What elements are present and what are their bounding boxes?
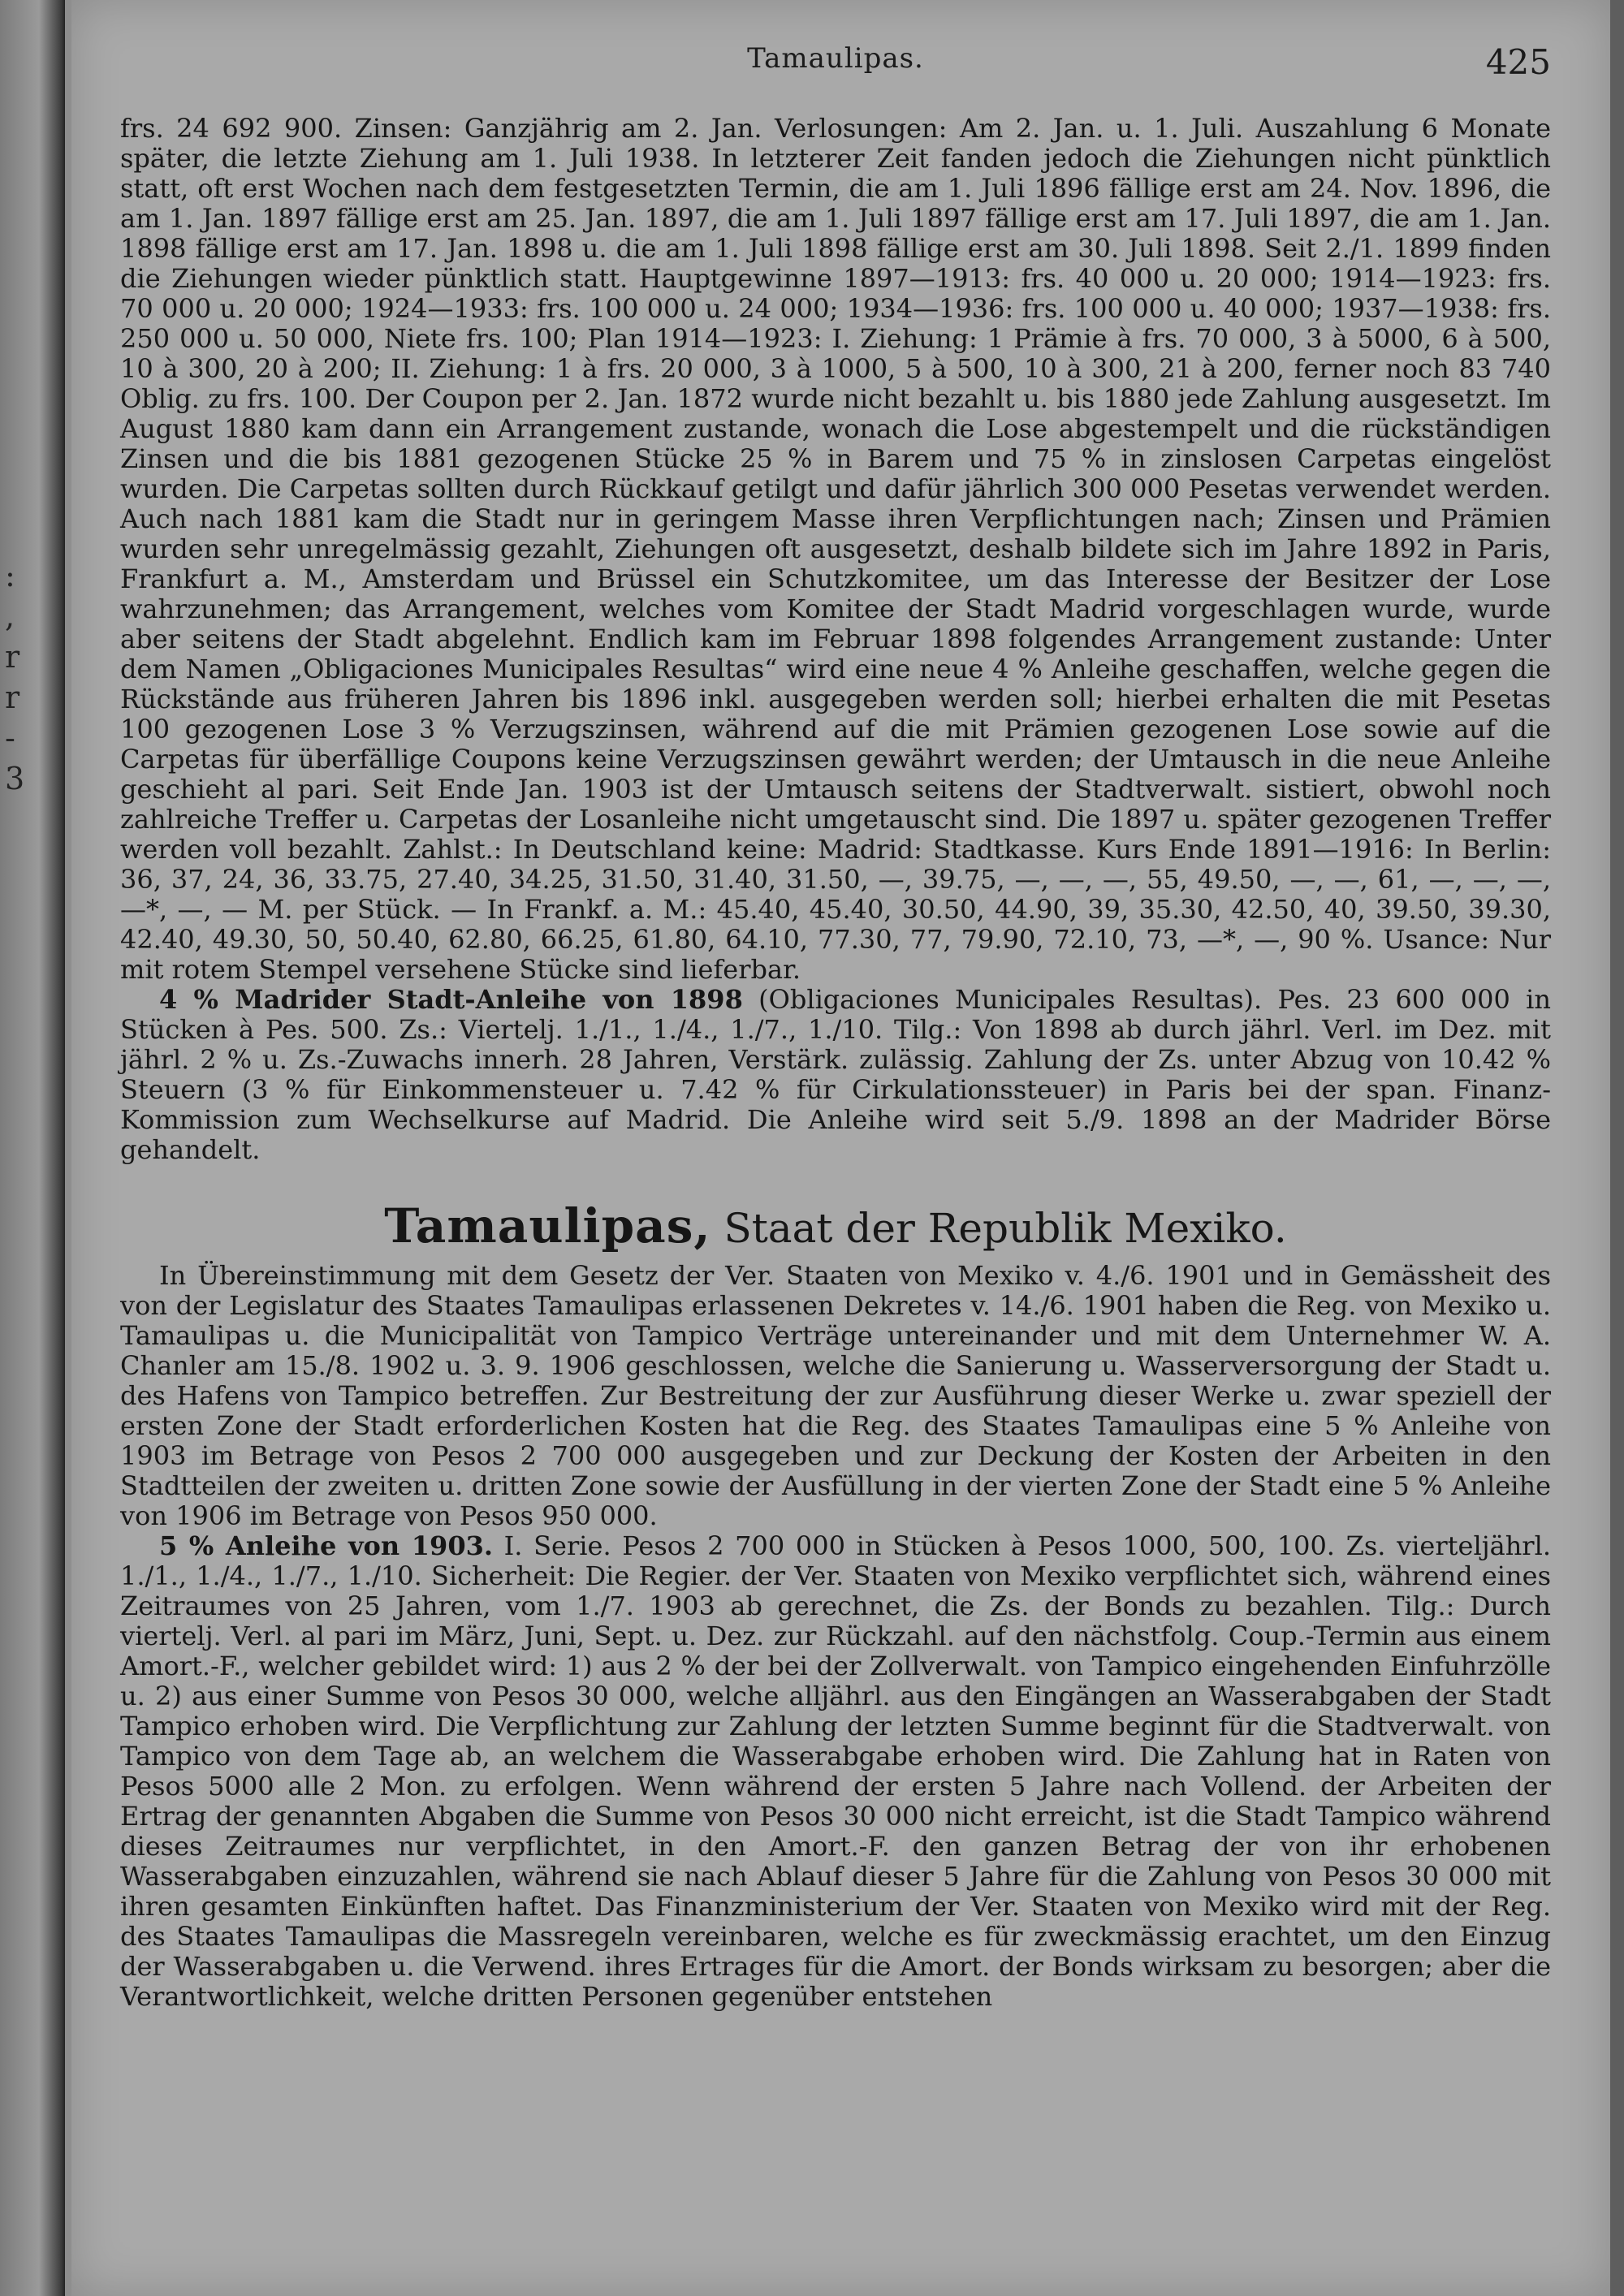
margin-fragment: : <box>5 558 15 593</box>
section-heading <box>120 1198 1551 1254</box>
page-body <box>120 114 1551 2012</box>
loan-title: 4 % Madrider Stadt-Anleihe von 1898 <box>159 984 743 1015</box>
margin-fragment: , <box>5 598 15 634</box>
loan-details: (Obligaciones Municipales Resultas). Pes. 23 600 000 in Stücken à Pes. 500. Zs.: Viertelj. 1./1., 1./4., 1./7., 1./10. Tilg.: Von 1898 ab durch jährl. Verl. im Dez. mit jährl. 2 % u. Zs.-Zuwachs innerh. 28 Jahren, Verstärk. zulässig. Zahlung der Zs. unter Abzug von 10.42 % Steuern (3 % für Einkommensteuer u. 7.42 % für Cirkulationssteuer) in Paris bei der span. Finanz-Kommission zum Wechselkurse auf Madrid. Die Anleihe wird seit 5./9. 1898 an der Madrider Börse gehandelt. <box>120 984 1552 1165</box>
paragraph-tamaulipas-intro: In Übereinstimmung mit dem Gesetz der Ver. Staaten von Mexiko v. 4./6. 1901 und in Gemässheit des von der Legislatur des Staates Tamaulipas erlassenen Dekretes v. 14./6. 1901 haben die Reg. von Mexiko u. Tamaulipas u. die Municipalität von Tampico Verträge untereinander und mit dem Unternehmer W. A. Chanler am 15./8. 1902 u. 3. 9. 1906 geschlossen, welche die Sanierung u. Wasserversorgung der Stadt u. des Hafens von Tampico betreffen. Zur Bestreitung der zur Ausführung dieser Werke u. zwar speziell der ersten Zone der Stadt erforderlichen Kosten hat die Reg. des Staates Tamaulipas eine 5 % Anleihe von 1903 im Betrage von Pesos 2 700 000 ausgegeben und zur Deckung der Kosten der Arbeiten in den Stadtteilen der zweiten u. dritten Zone sowie der Ausfüllung in der vierten Zone der Stadt eine 5 % Anleihe von 1906 im Betrage von Pesos 950 000. <box>120 1259 1551 1531</box>
adjacent-page-edge <box>0 0 65 2296</box>
margin-fragment: r <box>5 639 20 675</box>
paragraph-madrid-loan-history: frs. 24 692 900. Zinsen: Ganzjährig am 2. Jan. Verlosungen: Am 2. Jan. u. 1. Juli. Auszahlung 6 Monate später, die letzte Ziehung am 1. Juli 1938. In letzterer Zeit fanden jedoch die Ziehungen nicht pünktlich statt, oft erst Wochen nach dem festgesetzten Termin, die am 1. Juli 1896 fällige erst am 24. Nov. 1896, die am 1. Jan. 1897 fällige erst am 25. Jan. 1897, die am 1. Juli 1897 fällige erst am 17. Juli 1897, die am 1. Jan. 1898 fällige erst am 17. Jan. 1898 u. die am 1. Juli 1898 fällige erst am 30. Juli 1898. Seit 2./1. 1899 finden die Ziehungen wieder pünktlich statt. Hauptgewinne 1897—1913: frs. 40 000 u. 20 000; 1914—1923: frs. 70 000 u. 20 000; 1924—1933: frs. 100 000 u. 24 000; 1934—1936: frs. 100 000 u. 40 000; 1937—1938: frs. 250 000 u. 50 000, Niete frs. 100; Plan 1914—1923: I. Ziehung: 1 Prämie à frs. 70 000, 3 à 5000, 6 à 500, 10 à 300, 20 à 200; II. Ziehung: 1 à frs. 20 000, 3 à 1000, 5 à 500, 10 à 300, 21 à 200, ferner noch 83 740 Oblig. zu frs. 100. Der Coupon per 2. Jan. 1872 wurde nicht bezahlt u. bis 1880 jede Zahlung ausgesetzt. Im August 1880 kam dann ein Arrangement zustande, wonach die Lose abgestempelt und die rückständigen Zinsen und die bis 1881 gezogenen Stücke 25 % in Barem und 75 % in zinslosen Carpetas eingelöst wurden. Die Carpetas sollten durch Rückkauf getilgt und dafür jährlich 300 000 Pesetas verwendet werden. Auch nach 1881 kam die Stadt nur in geringem Masse ihren Verpflichtungen nach; Zinsen und Prämien wurden sehr unregelmässig gezahlt, Ziehungen oft ausgesetzt, deshalb bildete sich im Jahre 1892 in Paris, Frankfurt a. M., Amsterdam und Brüssel ein Schutzkomitee, um das Interesse der Besitzer der Lose wahrzunehmen; das Arrangement, welches vom Komitee der Stadt Madrid vorgeschlagen wurde, wurde aber seitens der Stadt abgelehnt. Endlich kam im Februar 1898 folgendes Arrangement zustande: Unter dem Namen „Obligaciones Municipales Resultas“ wird eine neue 4 % Anleihe geschaffen, welche gegen die Rückstände aus früheren Jahren bis 1896 inkl. ausgegeben werden soll; hierbei erhalten die mit Pesetas 100 gezogenen Lose 3 % Verzugszinsen, während auf die mit Prämien gezogenen Lose sowie auf die Carpetas für überfällige Coupons keine Verzugszinsen gewährt werden; der Umtausch in die neue Anleihe geschieht al pari. Seit Ende Jan. 1903 ist der Umtausch seitens der Stadtverwalt. sistiert, obwohl noch zahlreiche Treffer u. Carpetas der Losanleihe nicht umgetauscht sind. Die 1897 u. später gezogenen Treffer werden voll bezahlt. Zahlst.: In Deutschland keine: Madrid: Stadtkasse. Kurs Ende 1891—1916: In Berlin: 36, 37, 24, 36, 33.75, 27.40, 34.25, 31.50, 31.40, 31.50, —, 39.75, —, —, —, 55, 49.50, —, —, 61, —, —, —, —*, —, — M. per Stück. — In Frankf. a. M.: 45.40, 45.40, 30.50, 44.90, 39, 35.30, 42.50, 40, 39.50, 39.30, 42.40, 49.30, 50, 50.40, 62.80, 66.25, 61.80, 64.10, 77.30, 77, 79.90, 72.10, 73, —*, —, 90 %. Usance: Nur mit rotem Stempel versehene Stücke sind lieferbar. <box>120 113 1551 985</box>
paragraph-madrid-1898-loan <box>120 985 1551 1165</box>
margin-fragment: - <box>5 720 15 756</box>
section-title: Tamaulipas, <box>384 1198 711 1254</box>
page-number: 425 <box>1485 42 1551 82</box>
margin-fragment: 3 <box>5 761 25 796</box>
scan-right-edge <box>1610 0 1624 2296</box>
loan-title: 5 % Anleihe von 1903. <box>159 1530 493 1561</box>
page-header <box>120 42 1551 83</box>
scanned-page <box>71 0 1610 2296</box>
paragraph-tamaulipas-1903-loan <box>120 1531 1551 2012</box>
loan-details: I. Serie. Pesos 2 700 000 in Stücken à Pesos 1000, 500, 100. Zs. vierteljährl. 1./1., 1./4., 1./7., 1./10. Sicherheit: Die Regier. der Ver. Staaten von Mexiko verpflichtet sich, während eines Zeitraumes von 25 Jahren, vom 1./7. 1903 ab gerechnet, die Zs. der Bonds zu bezahlen. Tilg.: Durch viertelj. Verl. al pari im März, Juni, Sept. u. Dez. zur Rückzahl. auf den nächstfolg. Coup.-Termin aus einem Amort.-F., welcher gebildet wird: 1) aus 2 % der bei der Zollverwalt. von Tampico eingehenden Einfuhrzölle u. 2) aus einer Summe von Pesos 30 000, welche alljährl. aus den Eingängen an Wasserabgaben der Stadt Tampico erhoben wird. Die Verpflichtung zur Zahlung der letzten Summe beginnt für die Stadtverwalt. von Tampico von dem Tage ab, an welchem die Wasserabgabe erhoben wird. Die Zahlung hat in Raten von Pesos 5000 alle 2 Mon. zu erfolgen. Wenn während der ersten 5 Jahre nach Vollend. der Arbeiten der Ertrag der genannten Abgaben die Summe von Pesos 30 000 nicht erreicht, ist die Stadt Tampico während dieses Zeitraumes nur verpflichtet, in den Amort.-F. den ganzen Betrag der von ihr erhobenen Wasserabgaben einzuzahlen, während sie nach Ablauf dieser 5 Jahre für die Zahlung von Pesos 30 000 mit ihren gesamten Einkünften haftet. Das Finanzministerium der Ver. Staaten von Mexiko wird mit der Reg. des Staates Tamaulipas die Massregeln vereinbaren, welche es für zweckmässig erachtet, um den Einzug der Wasserabgaben u. die Verwend. ihres Ertrages für die Amort. der Bonds wirksam zu besorgen; aber die Verantwortlichkeit, welche dritten Personen gegenüber entstehen <box>120 1530 1552 2012</box>
section-subtitle: Staat der Republik Mexiko. <box>710 1205 1287 1252</box>
margin-fragment: r <box>5 680 20 715</box>
running-title: Tamaulipas. <box>747 42 924 75</box>
